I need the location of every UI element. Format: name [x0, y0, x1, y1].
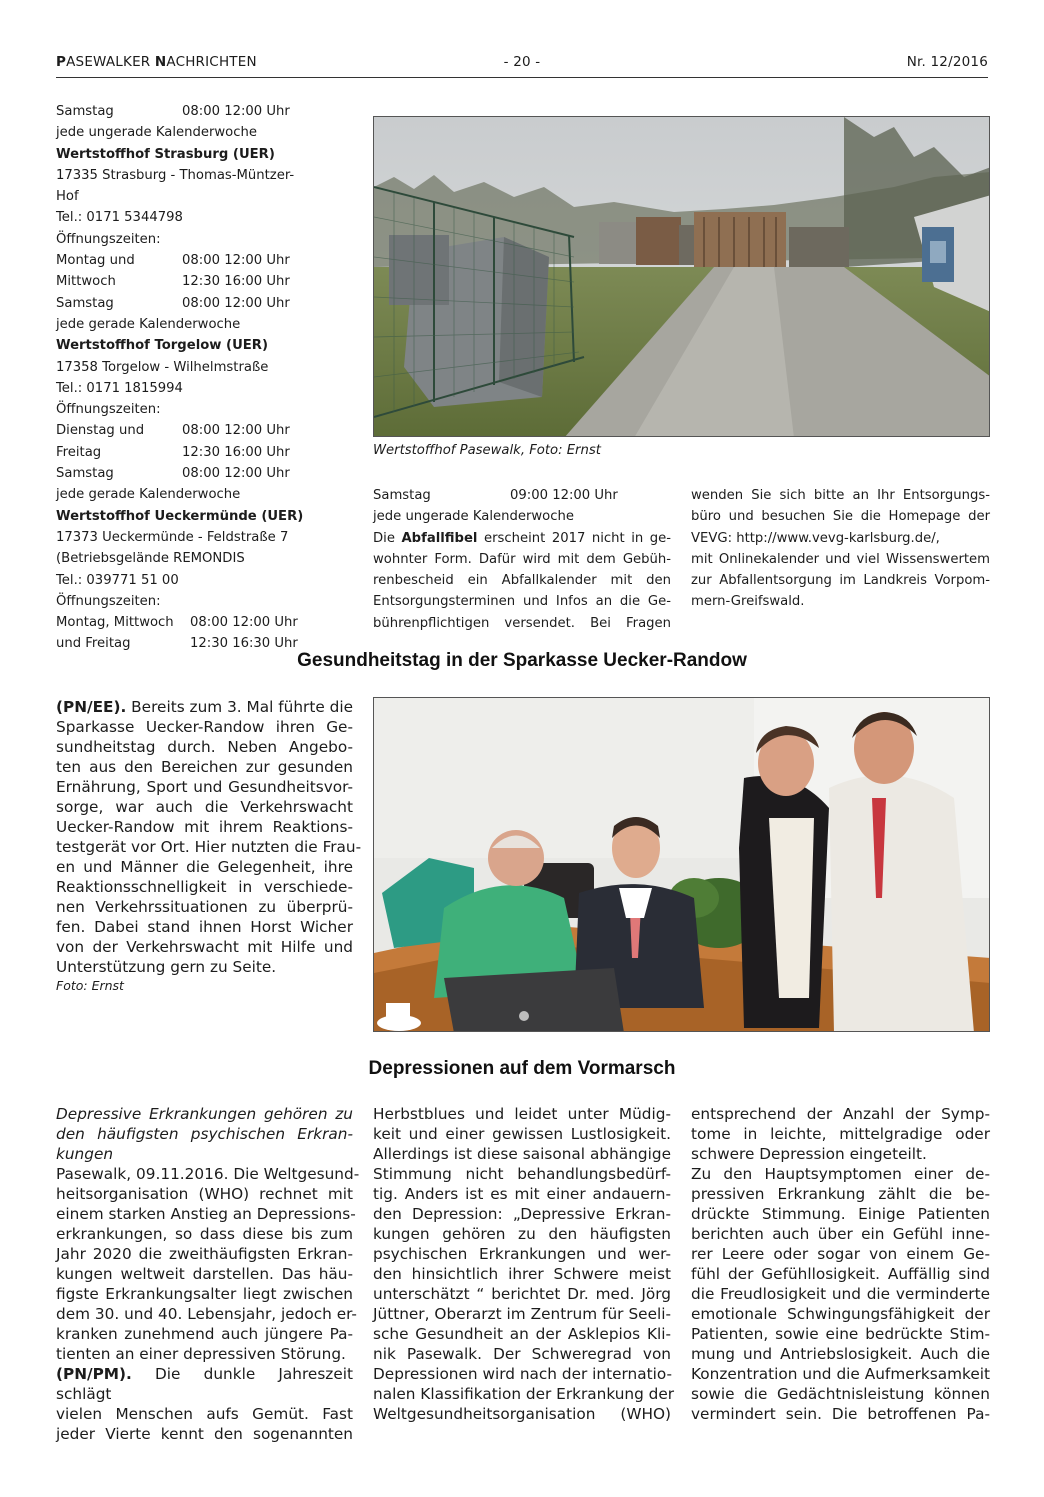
text-line: dem 30. und 40. Lebensjahr, jedoch er- — [56, 1305, 357, 1323]
text-line: nalen Klassifikation der Erkrankung der — [373, 1385, 675, 1403]
text-line: mit Onlinekalender und viel Wissenswertem — [691, 551, 990, 567]
hours-day: Montag und — [56, 253, 135, 269]
center-operator: (Betriebsgelände REMONDIS — [56, 551, 245, 567]
text-line: den häufigsten psychischen Erkran- — [56, 1125, 353, 1143]
text-line: kungen gehören zu den häufigsten — [373, 1225, 671, 1243]
text-line: Depressive Erkrankungen gehören zu — [56, 1105, 353, 1123]
text-line: Jahr 2020 die zweithäufigsten Erkran- — [56, 1245, 353, 1263]
pub-rest-2: ACHRICHTEN — [166, 54, 257, 70]
text-line: mung und Antriebslosigkeit. Auch die — [691, 1345, 990, 1363]
text-line: Patienten, sowie eine bedrückte Stim- — [691, 1325, 990, 1343]
hours-row — [56, 250, 306, 271]
article-lines — [56, 697, 362, 977]
text-line: Ernährung, Sport und Gesundheitsvor- — [56, 778, 353, 796]
text-line: testgerät vor Ort. Hier nutzten die Frau- — [56, 838, 362, 856]
center-address: 17358 Torgelow - Wilhelmstraße — [56, 359, 269, 375]
text-line: drückte Stimmung. Einige Patienten — [691, 1205, 990, 1223]
hours-row — [56, 612, 306, 633]
text-line: unterschätzt “ berichtet Dr. med. Jörg — [373, 1285, 671, 1303]
center-name: Wertstoffhof Torgelow (UER) — [56, 338, 268, 354]
text-line — [373, 528, 671, 549]
article-lines — [691, 1104, 990, 1424]
hours-row — [373, 485, 671, 506]
text-line: wenden Sie sich bitte an Ihr Entsorgungs- — [691, 488, 990, 503]
recycling-centers-column — [56, 101, 306, 655]
article-tag: (PN/PM). — [56, 1365, 132, 1383]
hours-time: 08:00 12:00 Uhr — [182, 104, 290, 119]
center-phone: Tel.: 0171 5344798 — [56, 210, 183, 226]
center-phone: Tel.: 0171 1815994 — [56, 380, 183, 396]
text-line: ten aus den Bereichen zur gesunden — [56, 758, 353, 776]
recycling-yard-illustration — [374, 117, 990, 437]
hours-day: Samstag — [56, 466, 114, 482]
text-line: psychischen Erkrankungen und wer- — [373, 1245, 671, 1263]
text-line: Herbstblues und leidet unter Müdig- — [373, 1105, 671, 1123]
text-line — [56, 1364, 353, 1404]
hours-time: 12:30 16:30 Uhr — [190, 636, 298, 652]
text-line: Pasewalk, 09.11.2016. Die Weltgesund- — [56, 1165, 360, 1183]
hours-row — [56, 293, 306, 314]
text-line: zur Abfallentsorgung im Landkreis Vorpom- — [691, 573, 990, 589]
hours-time: 08:00 12:00 Uhr — [182, 253, 290, 269]
hours-row — [56, 271, 306, 292]
text-line: Konzentration und die Aufmerksamkeit — [691, 1365, 990, 1383]
text-line: berichten auch über ein Gefühl inne- — [691, 1225, 990, 1243]
text-line — [56, 697, 353, 717]
hours-row — [56, 101, 306, 122]
text-line: kungen — [56, 1145, 114, 1163]
text-line: Stimmung nicht behandlungsbedürf- — [373, 1165, 671, 1183]
text-line: emotionale Schwingungsfähigkeit der — [691, 1305, 990, 1323]
week-note: jede ungerade Kalenderwoche — [56, 125, 257, 141]
page-number: - 20 - — [503, 54, 541, 70]
text-line: den Depression: „Depressive Erkran- — [373, 1205, 671, 1223]
abfallfibel-term: Abfallfibel — [401, 530, 478, 546]
text-line: heitsorganisation (WHO) rechnet mit — [56, 1185, 353, 1203]
text-line: Jüttner, Oberarzt im Zentrum für Seeli- — [373, 1305, 671, 1323]
text-line: sche Gesundheit an der Asklepios Kli- — [373, 1325, 671, 1343]
text-line: vermindert sein. Die betroffenen Pa- — [691, 1405, 990, 1423]
hours-time: 12:30 16:00 Uhr — [182, 444, 290, 460]
text-line: sowie die Gedächtnisleistung können — [691, 1385, 990, 1403]
article-headline: Gesundheitstag in der Sparkasse Uecker-Randow — [297, 650, 747, 671]
text-line: renbescheid ein Abfallkalender mit den — [373, 573, 671, 589]
text-line: keit und einer gewissen Lustlosigkeit. — [373, 1125, 671, 1143]
text-line: jeder Vierte kennt den sogenannten — [56, 1425, 353, 1443]
hours-time: 08:00 12:00 Uhr — [190, 615, 298, 631]
photo-credit: Foto: Ernst — [56, 978, 124, 993]
center-address: 17335 Strasburg - Thomas-Müntzer-Hof — [56, 167, 295, 205]
recycling-yard-photo — [373, 116, 990, 437]
text-line: nik Pasewalk. Der Schweregrad von — [373, 1345, 671, 1363]
abfallfibel-text — [373, 485, 671, 634]
text-line: die Freudlosigkeit und die verminderte — [691, 1285, 990, 1303]
text-line: kranken zunehmend auch jüngere Pa- — [56, 1325, 353, 1343]
text-line: Zu den Hauptsymptomen einer de- — [691, 1165, 990, 1183]
text-line: büro und besuchen Sie die Homepage der — [691, 509, 990, 525]
text-line: tienten an einer depressiven Störung. — [56, 1345, 346, 1363]
hours-label: Öffnungszeiten: — [56, 402, 161, 418]
hours-time: 08:00 12:00 Uhr — [182, 423, 290, 439]
pub-rest-1: ASEWALKER — [66, 54, 155, 70]
hours-day: Samstag — [56, 104, 114, 119]
text-line: Sparkasse Uecker-Randow ihren Ge- — [56, 718, 353, 736]
week-note: jede ungerade Kalenderwoche — [373, 509, 574, 525]
article-tag: (PN/EE). — [56, 698, 127, 716]
hours-day: Montag, Mittwoch — [56, 615, 174, 631]
text-fragment: Bereits zum 3. Mal führte die — [126, 698, 353, 716]
text-line: tig. Anders ist es mit einer andauern- — [373, 1185, 671, 1203]
text-line: Allerdings ist diese saisonal abhängige — [373, 1145, 671, 1163]
text-line: sorge, war auch die Verkehrswacht — [56, 798, 353, 816]
text-line: entsprechend der Anzahl der Symp- — [691, 1105, 990, 1123]
hours-row — [56, 442, 306, 463]
article-lines — [373, 1104, 675, 1424]
hours-time: 08:00 12:00 Uhr — [182, 466, 290, 482]
text-fragment: Die dunkle Jahreszeit schlägt — [56, 1365, 353, 1403]
text-line: sundheitstag durch. Neben Angebo- — [56, 738, 353, 756]
text-line: vielen Menschen aufs Gemüt. Fast — [56, 1405, 353, 1423]
article-column-3 — [691, 1104, 990, 1424]
text-line: schwere Depression eingeteilt. — [691, 1145, 927, 1163]
hours-day: Mittwoch — [56, 274, 116, 290]
text-line: einem starken Anstieg an Depressions- — [56, 1205, 356, 1223]
text-line: fühl der Gefühllosigkeit. Auffällig sind — [691, 1265, 990, 1283]
article-intro — [56, 1104, 353, 1164]
issue-number: Nr. 12/2016 — [906, 54, 988, 70]
text-line: Depressionen wird nach der internatio- — [373, 1365, 672, 1383]
pub-initial-n: N — [154, 54, 167, 70]
article-lines — [56, 1404, 353, 1444]
health-day-photo — [373, 697, 990, 1032]
page-header — [56, 52, 988, 78]
center-phone: Tel.: 039771 51 00 — [56, 572, 179, 588]
hours-row — [56, 463, 306, 484]
text-line: en und Männer die Gelegenheit, ihre — [56, 858, 353, 876]
hours-label: Öffnungszeiten: — [56, 593, 161, 609]
week-note: jede gerade Kalenderwoche — [56, 316, 241, 332]
center-name: Wertstoffhof Ueckermünde (UER) — [56, 508, 304, 524]
text-line: tome in leichte, mittelgradige oder — [691, 1125, 990, 1143]
center-name: Wertstoffhof Strasburg (UER) — [56, 146, 275, 162]
hours-time: 12:30 16:00 Uhr — [182, 274, 290, 290]
article-column-2 — [373, 1104, 675, 1424]
photo-caption: Wertstoffhof Pasewalk, Foto: Ernst — [373, 443, 601, 458]
health-day-illustration — [374, 698, 990, 1032]
text-line: fen. Dabei stand ihnen Horst Wicher — [56, 918, 353, 936]
text-line: erkrankungen, so dass diese bis zum — [56, 1225, 353, 1243]
article-lines — [56, 1164, 360, 1364]
text-line: Entsorgungsterminen und Infos an die Ge- — [373, 594, 671, 610]
text-line: pressiven Erkrankung zählt die be- — [691, 1185, 990, 1203]
text-line: von der Verkehrswacht mit Hilfe und — [56, 938, 353, 956]
text-line: figste Erkrankungsalter liegt zwischen — [56, 1285, 353, 1303]
hours-day: und Freitag — [56, 636, 131, 652]
text-fragment: erscheint 2017 nicht in ge- — [477, 530, 671, 546]
text-line: Unterstützung gern zu Seite. — [56, 958, 277, 976]
text-line: kungen weltweit darstellen. Das häu- — [56, 1265, 353, 1283]
text-fragment: Die — [373, 530, 402, 546]
text-line: nen Verkehrssituationen zu überprü- — [56, 898, 353, 916]
week-note: jede gerade Kalenderwoche — [56, 487, 241, 503]
text-line: bührenpflichtigen versendet. Bei Fragen — [373, 615, 671, 631]
article-headline: Depressionen auf dem Vormarsch — [368, 1058, 676, 1079]
hours-row — [56, 420, 306, 441]
hours-time: 08:00 12:00 Uhr — [182, 295, 290, 311]
text-line: Reaktionsschnelligkeit in verschiede- — [56, 878, 353, 896]
article-body — [56, 697, 362, 995]
text-line: Weltgesundheitsorganisation (WHO) — [373, 1405, 671, 1423]
website-text: VEVG: http://www.vevg-karlsburg.de/, — [691, 530, 940, 546]
text-line: Uecker-Randow mit ihrem Reaktions- — [56, 818, 353, 836]
text-line: den hinsichtlich ihrer Schwere meist — [373, 1265, 671, 1283]
hours-day: Freitag — [56, 444, 102, 460]
center-address: 17373 Ueckermünde - Feldstraße 7 — [56, 529, 289, 545]
text-line: rer Leere oder sogar von einem Ge- — [691, 1245, 990, 1263]
hours-label: Öffnungszeiten: — [56, 231, 161, 247]
hours-day: Samstag — [56, 295, 114, 311]
hours-day: Samstag — [373, 488, 431, 503]
contact-text — [691, 485, 990, 613]
text-line: mern-Greifswald. — [691, 594, 805, 610]
text-line: wohnter Form. Dafür wird mit dem Gebüh- — [373, 551, 671, 567]
hours-time: 09:00 12:00 Uhr — [510, 488, 618, 503]
hours-day: Dienstag und — [56, 423, 145, 439]
article-column-1 — [56, 1104, 360, 1444]
pub-initial-p: P — [56, 54, 67, 70]
